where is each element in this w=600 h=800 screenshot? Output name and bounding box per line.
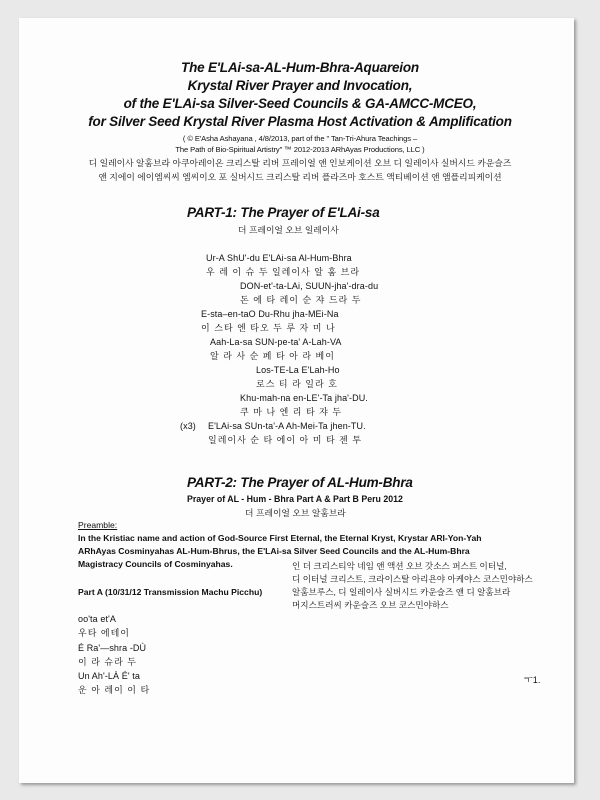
part2-line-2-roman: É Ra'—shra -DÙ	[78, 643, 147, 653]
repeat-marker: (x3)	[180, 421, 196, 431]
part1-korean-title: 더 프레이얼 오브 일레이사	[238, 225, 339, 235]
part2-line-3-korean: 운 아 레이 이 타	[78, 685, 151, 695]
title-line-2: Krystal River Prayer and Invocation,	[187, 78, 413, 93]
part2-line-2-korean: 이 라 슈라 두	[78, 657, 137, 667]
part1-line-7-roman: E'LAi-sa SUn-ta'-A Ah-Mei-Ta jhen-TU.	[208, 421, 366, 431]
preamble-line-2: ARhAyas Cosminyahas AL-Hum-Bhrus, the E'LAi-sa Silver Seed Councils and the AL-Hum-Bhra	[78, 546, 470, 556]
part1-line-4-korean: 알 라 사 순 페 타 아 라 베이	[210, 351, 335, 361]
preamble-line-1: In the Kristiac name and action of God-Source First Eternal, the Eternal Kryst, Krystar ARI-Yon-Yah	[78, 533, 482, 543]
preamble-korean-1: 인 더 크리스티악 네임 앤 액션 오브 갓소스 퍼스트 이터널,	[292, 561, 507, 571]
part1-line-1-korean: 우 레 이 슈 두 일레이사 알 훔 브라	[206, 267, 361, 277]
part2-korean-title: 더 프레이얼 오브 알훔브라	[245, 508, 346, 518]
title-line-1: The E'LAi-sa-AL-Hum-Bhra-Aquareion	[181, 60, 419, 75]
credit-line-1: ( © E'Asha Ashayana , 4/8/2013, part of the " Tan-Tri-Ahura Teachings –	[182, 134, 418, 143]
preamble-korean-2: 디 이터널 크리스트, 크라이스탈 아리욘야 아케야스 코스민야하스	[292, 574, 533, 584]
part1-line-6-korean: 쿠 마 나 엔 리 타 쟈 두	[240, 407, 343, 417]
part2-line-1-roman: oo'ta et'A	[78, 614, 116, 624]
preamble-korean-4: 머지스트러씨 카운슬즈 오브 코스민야하스	[292, 600, 449, 610]
part2-line-1-korean: 우타 에테이	[78, 628, 130, 638]
part1-line-2-korean: 돈 에 타 레이 순 쟈 드라 두	[240, 295, 362, 305]
credit-line-2: The Path of Bio-Spiritual Artistry" ™ 2012-2013 ARhAyas Productions, LLC )	[175, 145, 425, 154]
preamble-line-3: Magistracy Councils of Cosminyahas.	[78, 559, 233, 569]
part1-line-1-roman: Ur-A ShU'-du E'LAi-sa Al-Hum-Bhra	[206, 253, 352, 263]
part1-title: PART-1: The Prayer of E'LAi-sa	[187, 205, 380, 220]
part1-line-5-roman: Los-TE-La E'Lah-Ho	[256, 365, 340, 375]
part1-line-7-korean: 일레이사 순 타 에이 아 미 타 젠 투	[208, 435, 363, 445]
part2-title: PART-2: The Prayer of AL-Hum-Bhra	[187, 475, 413, 490]
page-marker: ㅜ1.	[524, 675, 541, 685]
korean-title-line-1: 디 일레이사 알훔브라 아쿠아레이온 크리스탈 리버 프레이얼 앤 인보케이션 오브 디 일레이사 실버시드 카운슬즈	[88, 158, 512, 168]
part1-line-5-korean: 로스 티 라 일라 호	[256, 379, 338, 389]
korean-title-line-2: 앤 지에이 에이엠씨씨 엠씨이오 포 실버시드 크리스탈 리버 플라즈마 호스트 액티베이션 앤 앰플리피케이션	[98, 172, 502, 182]
preamble-korean-3: 알훔브루스, 디 일레이사 실버시드 카운슬즈 앤 디 알훔브라	[292, 587, 511, 597]
title-line-4: for Silver Seed Krystal River Plasma Host Activation & Amplification	[88, 114, 512, 129]
part1-line-3-korean: 이 스타 엔 타오 두 루 자 미 나	[201, 323, 336, 333]
part1-line-2-roman: DON-et'-ta-LAi, SUUN-jha'-dra-du	[240, 281, 379, 291]
part1-line-3-roman: E-sta–en-taO Du-Rhu jha-MEi-Na	[201, 309, 339, 319]
part1-line-6-roman: Khu-mah-na en-LE'-Ta jha'-DU.	[240, 393, 368, 403]
title-line-3: of the E'LAi-sa Silver-Seed Councils & GA-AMCC-MCEO,	[123, 96, 477, 111]
part1-line-4-roman: Aah-La-sa SUN-pe-ta' A-Lah-VA	[210, 337, 342, 347]
part2-line-3-roman: Un Ah'-LÀ É' ta	[78, 671, 140, 681]
preamble-label: Preamble:	[78, 520, 118, 530]
part-a-label: Part A (10/31/12 Transmission Machu Picchu)	[78, 587, 263, 597]
part2-subtitle: Prayer of AL - Hum - Bhra Part A & Part B Peru 2012	[187, 494, 403, 504]
